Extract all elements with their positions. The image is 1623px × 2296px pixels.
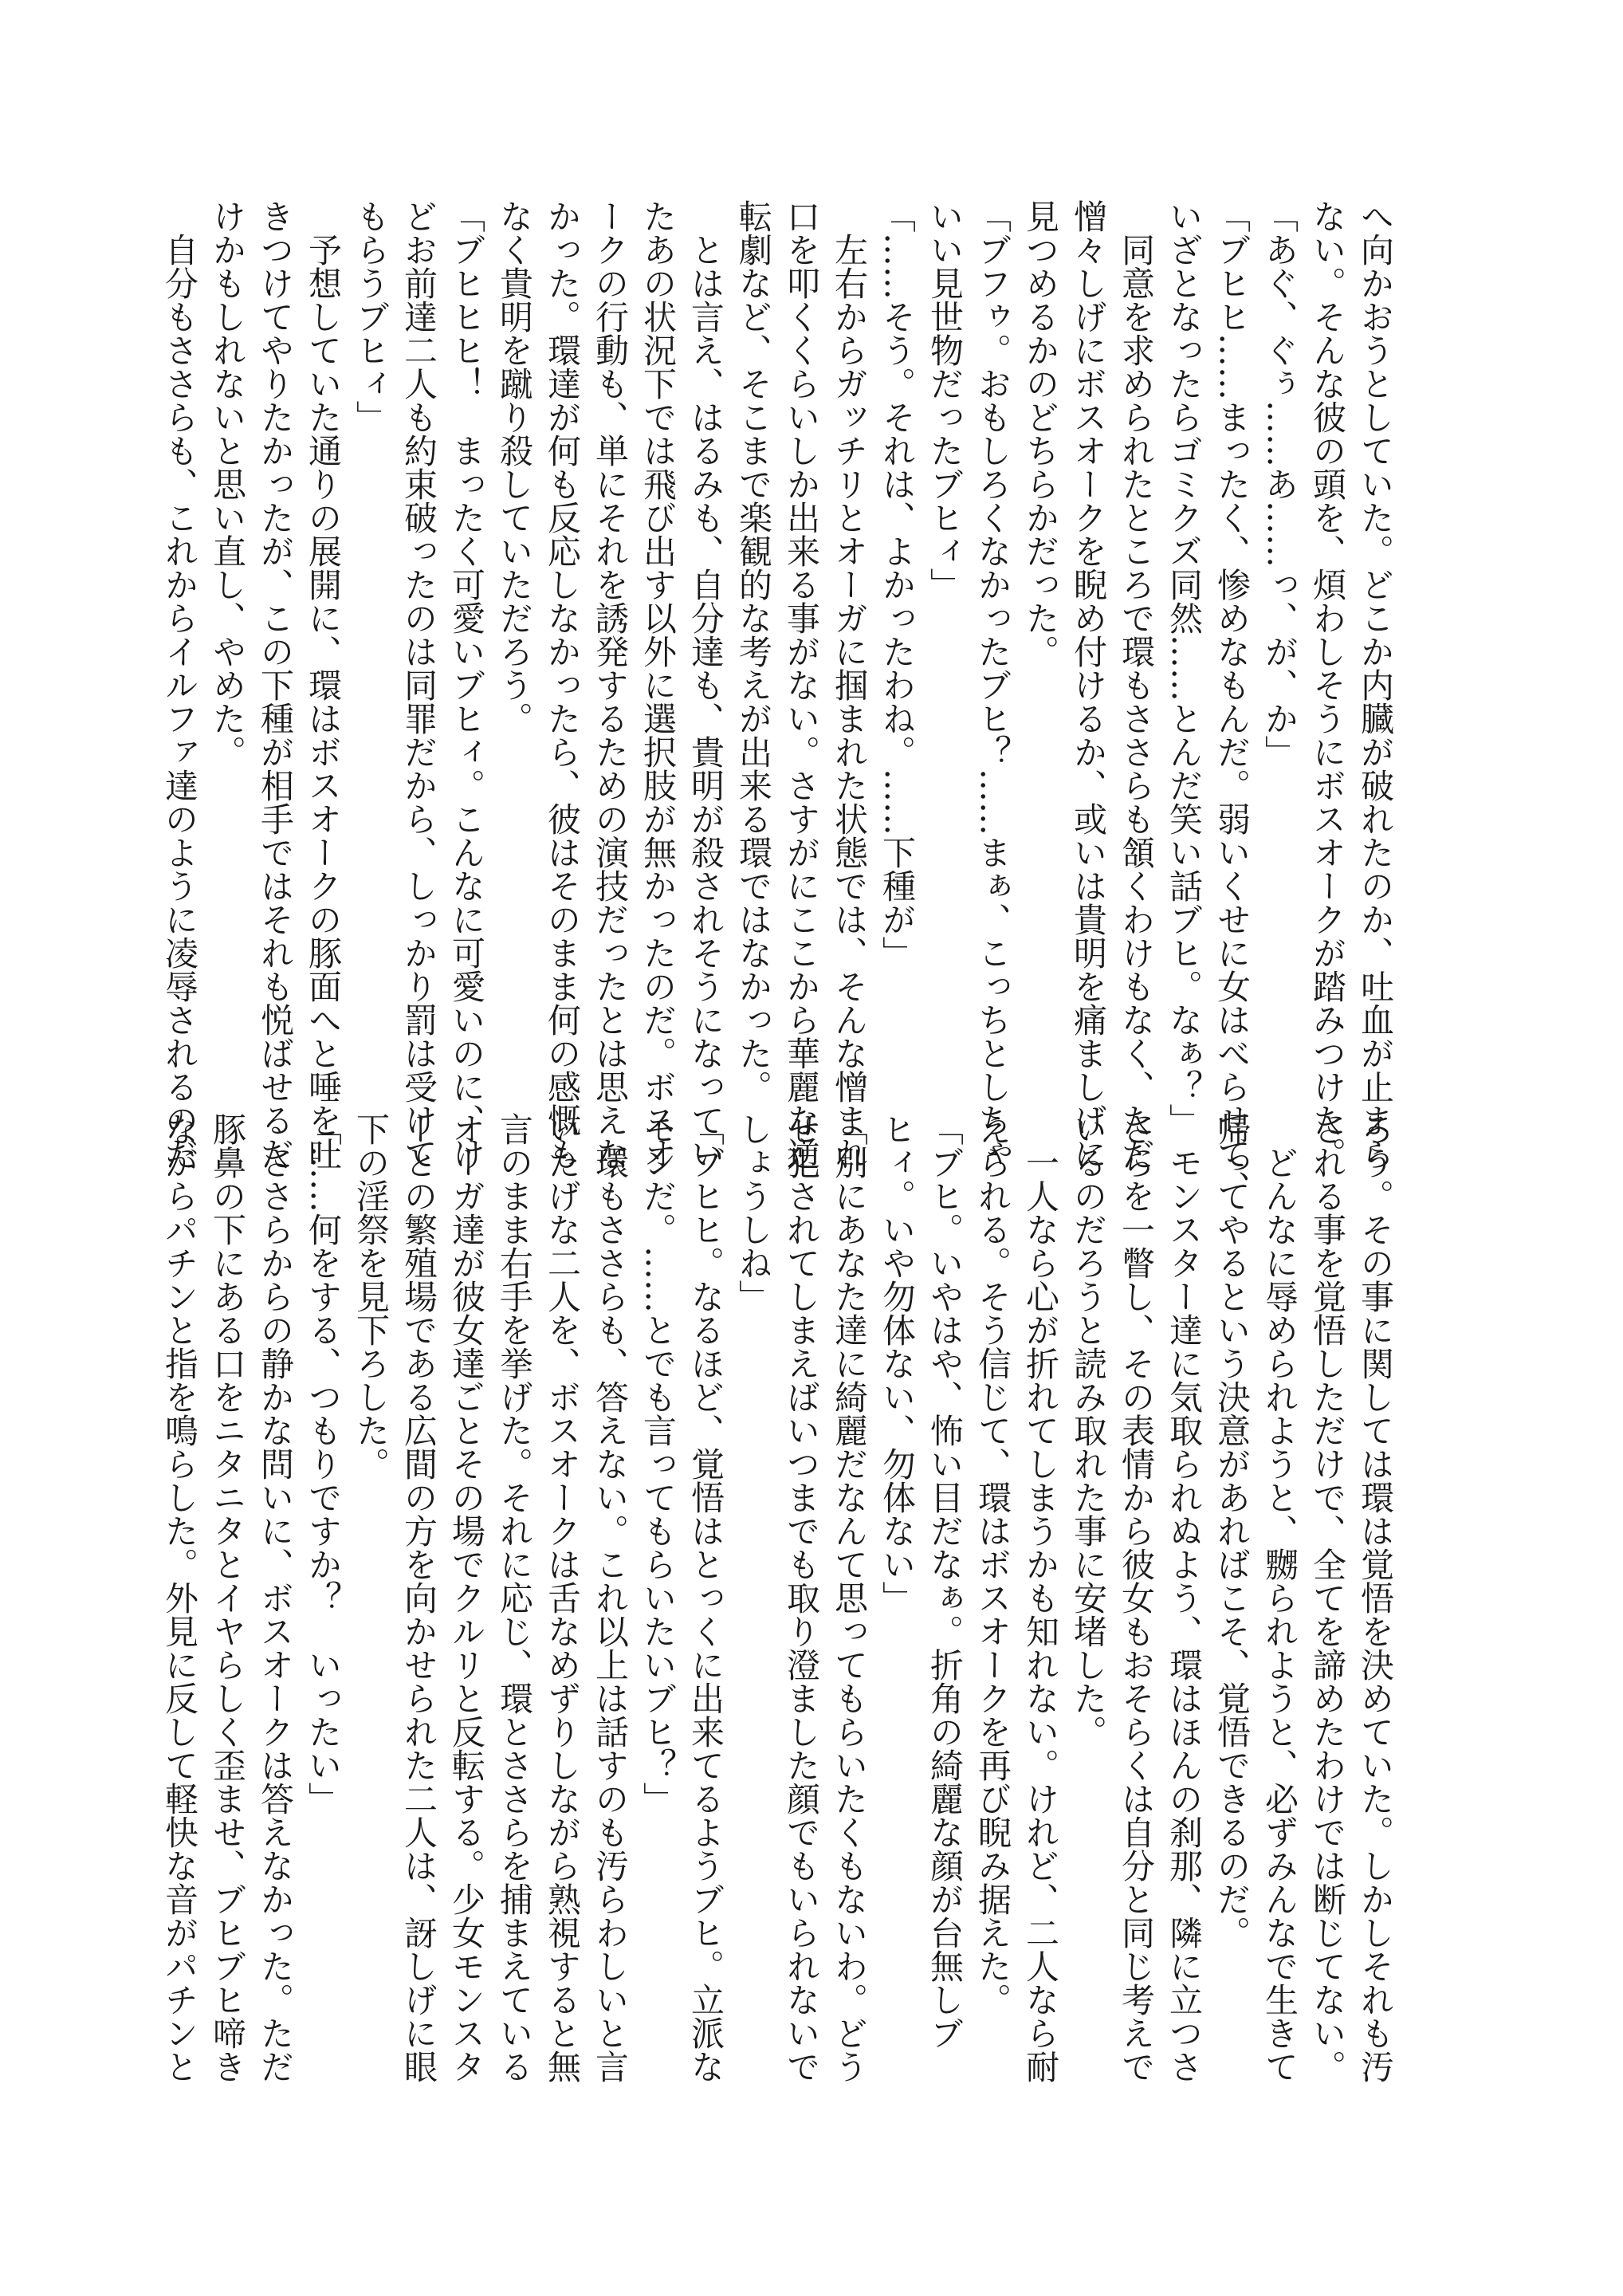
text-line: せ犯されてしまえばいつまでも取り澄ました顔でもいられないで bbox=[782, 1112, 821, 2083]
text-line: 「ブヒヒ……まったく、惨めなもんだ。弱いくせに女はべらせて、 bbox=[1212, 199, 1252, 1204]
text-line: いい見世物だったブヒィ」 bbox=[925, 199, 965, 601]
text-line: ーとの繁殖場である広間の方を向かせられた二人は、訝しげに眼 bbox=[399, 1112, 438, 2083]
text-line: かった。環達が何も反応しなかったら、彼はそのまま何の感慨も bbox=[543, 199, 582, 1170]
text-line: きつけてやりたかったが、この下種が相手ではそれも悦ばせるだ bbox=[256, 199, 295, 1170]
text-line: 憎々しげにボスオークを睨め付けるか、或いは貴明を痛ましげに bbox=[1069, 199, 1108, 1170]
text-line: 左右からガッチリとオーガに掴まれた状態では、そんな憎まれ bbox=[830, 199, 869, 1170]
text-line: 「別にあなた達に綺麗だなんて思ってもらいたくもないわ。どう bbox=[830, 1112, 869, 2083]
text-line: どんなに辱められようと、嬲られようと、必ずみんなで生きて bbox=[1260, 1112, 1299, 2083]
text-line: ろう。その事に関しては環は覚悟を決めていた。しかしそれも汚 bbox=[1356, 1112, 1395, 2083]
text-line: 「……そう。それは、よかったわね。……下種が」 bbox=[878, 199, 917, 969]
text-line: 「ブフゥ。おもしろくなかったブヒ？……まぁ、こっちとしちゃ bbox=[973, 199, 1012, 1170]
text-line: 一人なら心が折れてしまうかも知れない。けれど、二人なら耐 bbox=[1021, 1112, 1060, 2083]
text-line: モンスター達に気取られぬよう、環はほんの刹那、隣に立つさ bbox=[1165, 1112, 1204, 2083]
text-line: ささらからの静かな問いに、ボスオークは答えなかった。ただ bbox=[256, 1112, 295, 2083]
text-line: オーガ達が彼女達ごとその場でクルリと反転する。少女モンスタ bbox=[447, 1112, 486, 2083]
text-line: 同意を求められたところで環もささらも頷くわけもなく、ただ bbox=[1117, 199, 1156, 1170]
text-line: 「ブヒヒ。なるほど、覚悟はとっくに出来てるようブヒ。立派な bbox=[686, 1112, 725, 2083]
text-line: 口を叩くくらいしか出来る事がない。さすがにここから華麗な逆 bbox=[782, 199, 821, 1170]
text-line: ながらパチンと指を鳴らした。外見に反して軽快な音がパチンと bbox=[160, 1112, 199, 2083]
text-line: どお前達二人も約束破ったのは同罪だから、しっかり罰は受けて bbox=[399, 199, 438, 1170]
text-line: ない。そんな彼の頭を、煩わしそうにボスオークが踏みつけた。 bbox=[1308, 199, 1347, 1170]
text-line: けかもしれないと思い直し、やめた。 bbox=[208, 199, 247, 769]
text-line: えられる。そう信じて、環はボスオークを再び睨み据えた。 bbox=[973, 1112, 1012, 2016]
text-line: 下の淫祭を見下ろした。 bbox=[352, 1112, 391, 1480]
text-line: 「ブヒ。いやはや、怖い目だなぁ。折角の綺麗な顔が台無しブ bbox=[925, 1112, 965, 2050]
upper-text-block bbox=[160, 199, 1399, 1204]
text-line: 自分もささらも、これからイルファ達のように凌辱されるのだ bbox=[160, 199, 199, 1170]
text-line: 豚鼻の下にある口をニタニタとイヤらしく歪ませ、ブヒブヒ啼き bbox=[208, 1112, 247, 2083]
text-line: さらを一瞥し、その表情から彼女もおそらくは自分と同じ考えで bbox=[1117, 1112, 1156, 2083]
text-line: 「あぐ、ぐぅ……あ……っ、が、か」 bbox=[1260, 199, 1299, 769]
text-line: もらうブヒィ」 bbox=[352, 199, 391, 434]
text-line: なく貴明を蹴り殺していただろう。 bbox=[495, 199, 534, 735]
text-line: たあの状況下では飛び出す以外に選択肢が無かったのだ。ボスオ bbox=[639, 199, 678, 1170]
text-line: 環もささらも、答えない。これ以上は話すのも汚らわしいと言 bbox=[591, 1112, 630, 2083]
text-line: 見つめるかのどちらかだった。 bbox=[1021, 199, 1060, 668]
text-line: いたげな二人を、ボスオークは舌なめずりしながら熟視すると無 bbox=[543, 1112, 582, 2083]
text-line: モンだ。……とでも言ってもらいたいブヒ？」 bbox=[639, 1112, 678, 1815]
text-line: いるのだろうと読み取れた事に安堵した。 bbox=[1069, 1112, 1108, 1748]
text-line: いざとなったらゴミクズ同然……とんだ笑い話ブヒ。なぁ？」 bbox=[1165, 199, 1204, 1137]
text-line: 帰ってやるという決意があればこそ、覚悟できるのだ。 bbox=[1212, 1112, 1252, 1949]
text-line: 言のまま右手を挙げた。それに応じ、環とささらを捕まえている bbox=[495, 1112, 534, 2083]
text-line: へ向かおうとしていた。どこか内臓が破れたのか、吐血が止まら bbox=[1356, 199, 1395, 1170]
text-line: しょうしね」 bbox=[734, 1112, 773, 1313]
text-line: とは言え、はるみも、自分達も、貴明が殺されそうになってい bbox=[686, 199, 725, 1170]
lower-text-block bbox=[160, 1112, 1399, 2083]
text-line: 「……何をする、つもりですか？ いったい」 bbox=[304, 1112, 343, 1815]
text-line: される事を覚悟しただけで、全てを諦めたわけでは断じてない。 bbox=[1308, 1112, 1347, 2083]
text-line: 転劇など、そこまで楽観的な考えが出来る環ではなかった。 bbox=[734, 199, 773, 1103]
text-line: 予想していた通りの展開に、環はボスオークの豚面へと唾を吐 bbox=[304, 199, 343, 1170]
text-line: ヒィ。いや勿体ない、勿体ない」 bbox=[878, 1112, 917, 1614]
text-line: 「ブヒヒヒ！ まったく可愛いブヒィ。こんなに可愛いのに、け bbox=[447, 199, 486, 1170]
text-line: ークの行動も、単にそれを誘発するための演技だったとは思えな bbox=[591, 199, 630, 1170]
